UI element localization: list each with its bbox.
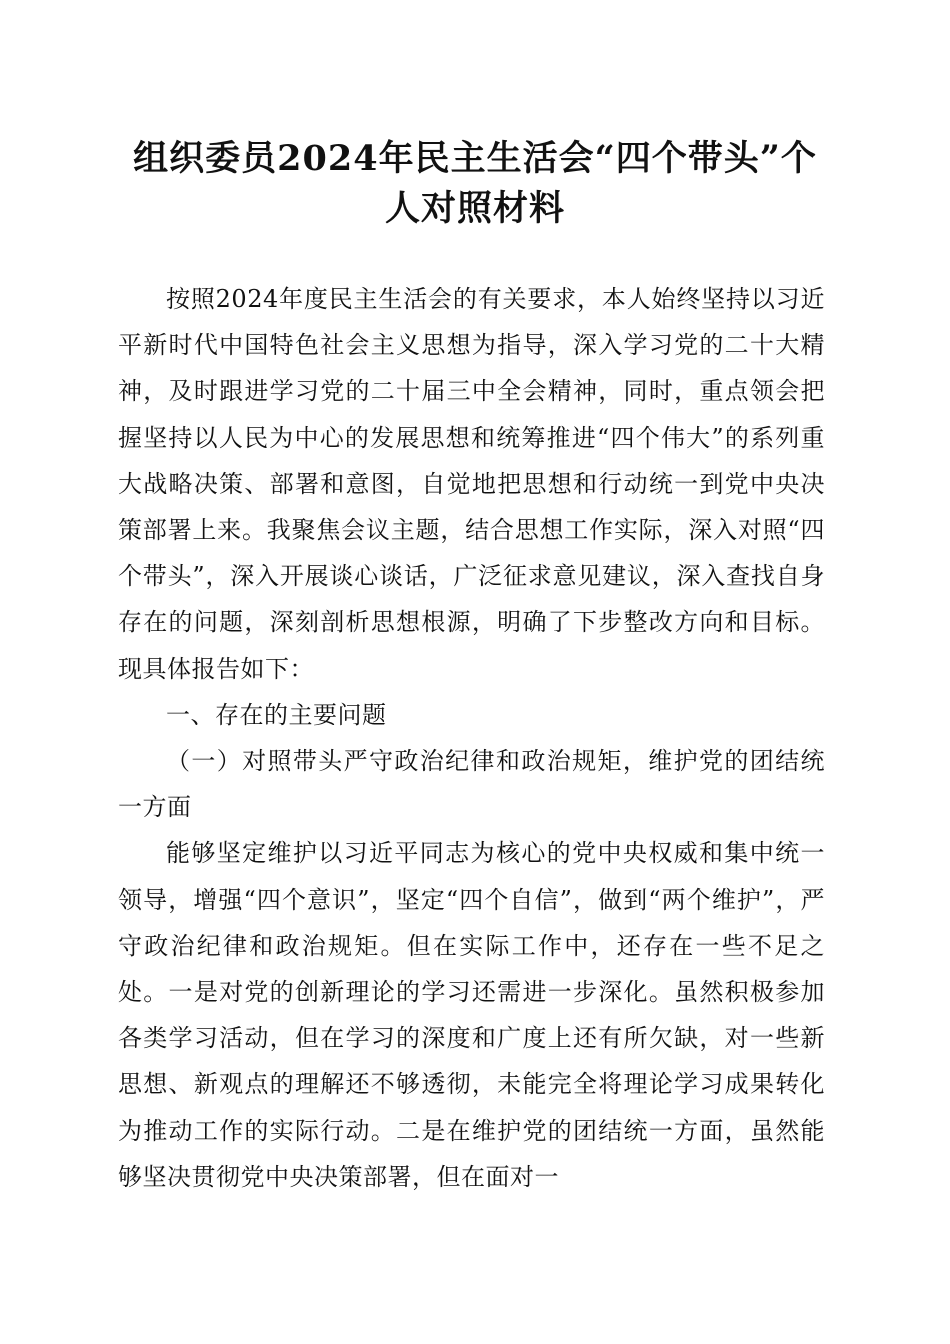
- section-heading-problems: 一、存在的主要问题: [166, 700, 387, 729]
- document-title: 组织委员2024年民主生活会“四个带头”个人对照材料: [133, 138, 817, 229]
- subsection-body-paragraph: 能够坚定维护以习近平同志为核心的党中央权威和集中统一领导，增强“四个意识”，坚定“四个自信”，做到“两个维护”，严守政治纪律和政治规矩。但在实际工作中，还存在一些不足之处。一是对党的创新理论的学习还需进一步深化。虽然积极参加各类学习活动，但在学习的深度和广度上还有所欠缺，对一些新思想、新观点的理解还不够透彻，未能完全将理论学习成果转化为推动工作的实际行动。二是在维护党的团结统一方面，虽然能够坚决贯彻党中央决策部署，但在面对一: [118, 839, 825, 1191]
- subsection-heading-political-discipline: （一）对照带头严守政治纪律和政治规矩，维护党的团结统一方面: [118, 747, 825, 822]
- document-body: [118, 276, 825, 1200]
- intro-paragraph: 按照2024年度民主生活会的有关要求，本人始终坚持以习近平新时代中国特色社会主义思想为指导，深入学习党的二十大精神，及时跟进学习党的二十届三中全会精神，同时，重点领会把握坚持以人民为中心的发展思想和统筹推进“四个伟大”的系列重大战略决策、部署和意图，自觉地把思想和行动统一到党中央决策部署上来。我聚焦会议主题，结合思想工作实际，深入对照“四个带头”，深入开展谈心谈话，广泛征求意见建议，深入查找自身存在的问题，深刻剖析思想根源，明确了下步整改方向和目标。现具体报告如下：: [118, 285, 825, 683]
